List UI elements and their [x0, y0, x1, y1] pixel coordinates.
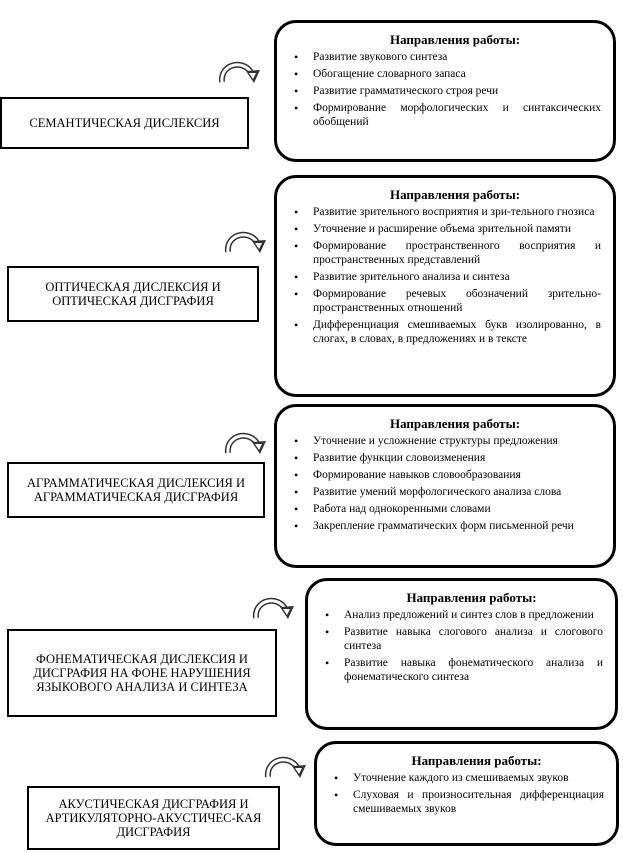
list-item: • Закрепление грамматических форм письменной речи: [289, 519, 601, 533]
list-item: • Развитие зрительного анализа и синтеза: [289, 270, 601, 284]
disorder-label-optical: ОПТИЧЕСКАЯ ДИСЛЕКСИЯ И ОПТИЧЕСКАЯ ДИСГРАФИЯ: [7, 266, 259, 322]
directions-title: Направления работы:: [411, 753, 542, 768]
list-item: • Формирование пространственного восприятия и пространственных представлений: [289, 239, 601, 267]
work-directions-panel-acoustic: [314, 741, 619, 846]
work-directions-panel-semantic: [274, 20, 616, 162]
curved-arrow-icon: [216, 56, 264, 86]
list-item: • Развитие функции словоизменения: [289, 451, 601, 465]
directions-list: [289, 434, 601, 533]
list-item: • Уточнение каждого из смешиваемых звуков: [329, 771, 604, 785]
disorder-label-acoustic: АКУСТИЧЕСКАЯ ДИСГРАФИЯ И АРТИКУЛЯТОРНО-АКУСТИЧЕС-КАЯ ДИСГРАФИЯ: [27, 786, 280, 850]
list-item: • Развитие звукового синтеза: [289, 50, 601, 64]
directions-title: Направления работы:: [406, 590, 537, 605]
list-item: • Развитие зрительного восприятия и зри-тельного гнозиса: [289, 205, 601, 219]
disorder-label-phonematic: ФОНЕМАТИЧЕСКАЯ ДИСЛЕКСИЯ И ДИСГРАФИЯ НА ФОНЕ НАРУШЕНИЯ ЯЗЫКОВОГО АНАЛИЗА И СИНТЕЗА: [7, 629, 277, 717]
directions-title: Направления работы:: [389, 187, 521, 202]
curved-arrow-icon: [250, 592, 298, 622]
disorder-label-semantic: СЕМАНТИЧЕСКАЯ ДИСЛЕКСИЯ: [0, 97, 249, 149]
list-item: • Обогащение словарного запаса: [289, 67, 601, 81]
directions-title: Направления работы:: [389, 32, 521, 47]
curved-arrow-icon: [262, 751, 310, 781]
curved-arrow-icon: [222, 226, 270, 256]
directions-list: [320, 608, 603, 684]
list-item: • Развитие умений морфологического анализа слова: [289, 485, 601, 499]
list-item: • Развитие грамматического строя речи: [289, 84, 601, 98]
list-item: • Уточнение и усложнение структуры предложения: [289, 434, 601, 448]
disorder-label-agrammatic: АГРАММАТИЧЕСКАЯ ДИСЛЕКСИЯ И АГРАММАТИЧЕСКАЯ ДИСГРАФИЯ: [7, 462, 265, 518]
directions-list: [329, 771, 604, 816]
list-item: • Развитие навыка фонематического анализа и фонематического синтеза: [320, 656, 603, 684]
list-item: • Слуховая и произносительная дифференциация смешиваемых звуков: [329, 788, 604, 816]
curved-arrow-icon: [222, 427, 270, 457]
work-directions-panel-agrammatic: [274, 404, 616, 568]
list-item: • Формирование морфологических и синтаксических обобщений: [289, 101, 601, 129]
work-directions-panel-phonematic: [305, 578, 618, 730]
directions-title: Направления работы:: [389, 416, 521, 431]
list-item: • Работа над однокоренными словами: [289, 502, 601, 516]
work-directions-panel-optical: [274, 175, 616, 397]
list-item: • Формирование навыков словообразования: [289, 468, 601, 482]
directions-list: [289, 50, 601, 129]
list-item: • Формирование речевых обозначений зрительно-пространственных отношений: [289, 287, 601, 315]
list-item: • Дифференциация смешиваемых букв изолированно, в слогах, в словах, в предложениях и в тексте: [289, 318, 601, 346]
directions-list: [289, 205, 601, 346]
list-item: • Уточнение и расширение объема зрительной памяти: [289, 222, 601, 236]
list-item: • Анализ предложений и синтез слов в предложении: [320, 608, 603, 622]
list-item: • Развитие навыка слогового анализа и слогового синтеза: [320, 625, 603, 653]
